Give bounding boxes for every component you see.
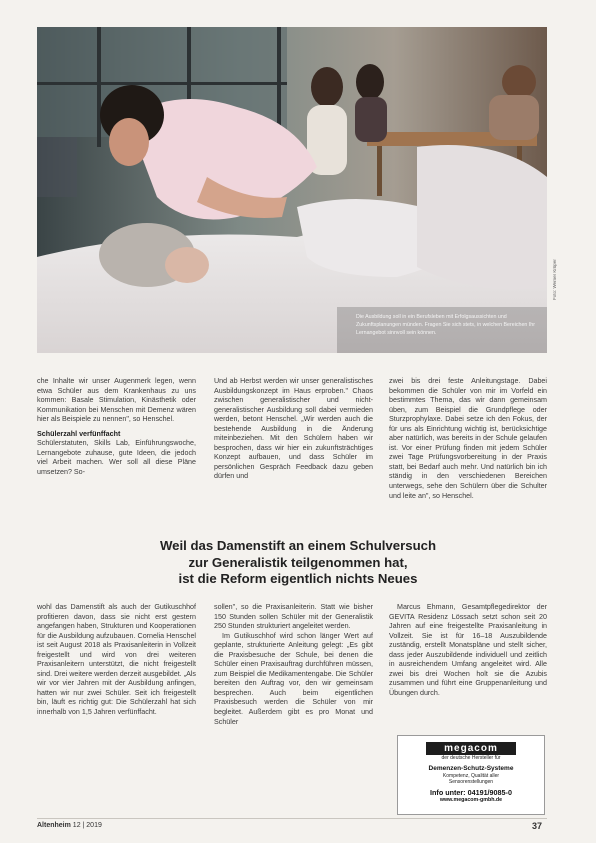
- ad-logo: megacom: [426, 742, 516, 755]
- ad-phone: Info unter: 04191/9085-0: [430, 787, 512, 797]
- column-3: [389, 377, 547, 501]
- issue-number: 12 | 2019: [72, 822, 102, 829]
- advertisement[interactable]: [397, 735, 545, 815]
- paragraph: Schülerstatuten, Skills Lab, Einführungswoche, Lernangebote zuhause, gute Ideen, die jedoch viel Arbeit machen. Wer soll all diese Pläne umsetzen? So-: [37, 439, 196, 476]
- column-3-lower: [389, 603, 547, 698]
- footer-magazine: [37, 822, 102, 829]
- pull-quote-line: ist die Reform eigentlich nichts Neues: [178, 571, 418, 587]
- photo-illustration: [37, 27, 547, 353]
- pull-quote: [0, 538, 596, 588]
- paragraph: Im Gutikuschhof wird schon länger Wert auf geplante, strukturierte Anleitung gelegt: „Es gibt die Praxisbesuche der Schule, bei denen die Schüler einen Praxisauftrag durchführen müssen, zum Beispiel die Medikamentengabe. Die Schüler bereiten den Auftrag vor, den wir gemeinsam besprechen. Auch beim eigentlichen Praxisbesuch werden die Schüler von mir begleitet. Außerdem gibt es pro Monat und Schüler: [214, 631, 373, 726]
- photo-credit: Foto: Werner Krüper: [552, 259, 557, 300]
- paragraph: che Inhalte wir unser Augenmerk legen, wenn etwa Schüler aus dem Krankenhaus zu uns kommen: Basale Stimulation, Kinästhetik oder Kommunikation bei Menschen mit Demenz wären hier als Beispiele zu nennen", so Henschel.: [37, 377, 196, 424]
- footer-divider: [37, 818, 547, 819]
- paragraph: Und ab Herbst werden wir unser generalistisches Ausbildungskonzept im Haus erproben." Chaos zwischen generalistischer und nicht-generalistischer Ausbildung soll dabei vermieden werden, betont Henschel. „Wir werden auch die bestehende Ausbildung in die Änderung miteinbeziehen. Mit den Schülern haben wir besprochen, dass wir hier ein zukunftsträchtiges Konzept aufbauen, und dass Schüler im persönlichen Gespräch Feedback dazu geben dürfen und: [214, 377, 373, 481]
- ad-line: Kompetenz, Qualität aller: [442, 772, 500, 779]
- photo-caption: Die Ausbildung soll in ein Berufsleben mit Erfolgsaussichten und Zukunftsplanungen münden. Fragen Sie sich stets, in welchen Bereichen Ihr Lernangebot sinnvoll sein können.: [356, 314, 536, 336]
- magazine-name: Altenheim: [37, 822, 71, 829]
- column-1-upper: [37, 377, 196, 477]
- ad-tagline: der deutsche Hersteller für: [441, 755, 501, 761]
- column-1-lower: [37, 603, 196, 718]
- pull-quote-line: zur Generalistik teilgenommen hat,: [188, 554, 408, 570]
- column-2-lower: [214, 603, 373, 727]
- ad-website-link[interactable]: www.megacom-gmbh.de: [439, 796, 503, 803]
- paragraph: wohl das Damenstift als auch der Gutikuschhof profitieren davon, dass sie nicht erst gestern angefangen haben, Strukturen und Kooperationen für die Ausbildung aufzubauen. Cornelia Henschel ist seit August 2018 als Praxisanleiterin in Vollzeit freigestellt und wird von drei weiteren Praxisanleitern unterstützt, die nicht freigestellt sind. Drei weitere werden derzeit ausgebildet. „Als wir vor vier Jahren mit der Ausbildung anfingen, hatten wir nur zwei Schüler. Seit ich freigestellt bin, läuft es richtig gut: Die Schülerzahl hat sich innerhalb von 1,5 Jahren verfünffacht.: [37, 603, 196, 717]
- paragraph: Marcus Ehmann, Gesamtpflegedirektor der GEVITA Residenz Lössach setzt schon seit 20 Jahren auf eine freigestellte Praxisanleitung in Vollzeit. Sie ist für 16–18 Auszubildende zuständig, erstellt Monatspläne und stellt sicher, dass jeder Auszubildende individuell und zeitlich in ausreichendem Umfang angeleitet wird. Alle zwei bis drei Wochen holt sie die Azubis zusammen und führt eine Gruppenanleitung und Übungen durch.: [389, 603, 547, 697]
- column-2-upper: [214, 377, 373, 482]
- section-subheading: Schülerzahl verfünffacht: [37, 429, 121, 438]
- ad-line: Sensorenstellungen: [448, 779, 494, 785]
- ad-brand: Demenzen-Schutz-Systeme: [428, 764, 514, 772]
- page-number: 37: [532, 821, 543, 831]
- paragraph: sollen", so die Praxisanleiterin. Statt wie bisher 150 Stunden sollen Schüler mit der Generalistik 250 Stunden strukturiert angeleitet werden.: [214, 603, 373, 631]
- paragraph: zwei bis drei feste Anleitungstage. Dabei bekommen die Schüler von mir im Vorfeld ein bestimmtes Thema, das wir dann gemeinsam üben, zum Beispiel die Grundpflege oder Sturzprophylaxe. Dabei setze ich den Fokus, der für uns als Einrichtung wichtig ist, berücksichtige aber natürlich, was bereits in der Schule gelaufen ist. Vor einer Prüfung finden mit jedem Schüler zwei Tage Prüfungsvorbereitung in der Praxis statt, bei Bedarf auch mehr. Und natürlich bin ich ständig in den verschiedenen Bereichen unterwegs, sehe den Schülern über die Schulter und leite an", so Henschel.: [389, 377, 547, 500]
- article-photo: [37, 27, 547, 353]
- pull-quote-line: Weil das Damenstift an einem Schulversuch: [159, 538, 437, 553]
